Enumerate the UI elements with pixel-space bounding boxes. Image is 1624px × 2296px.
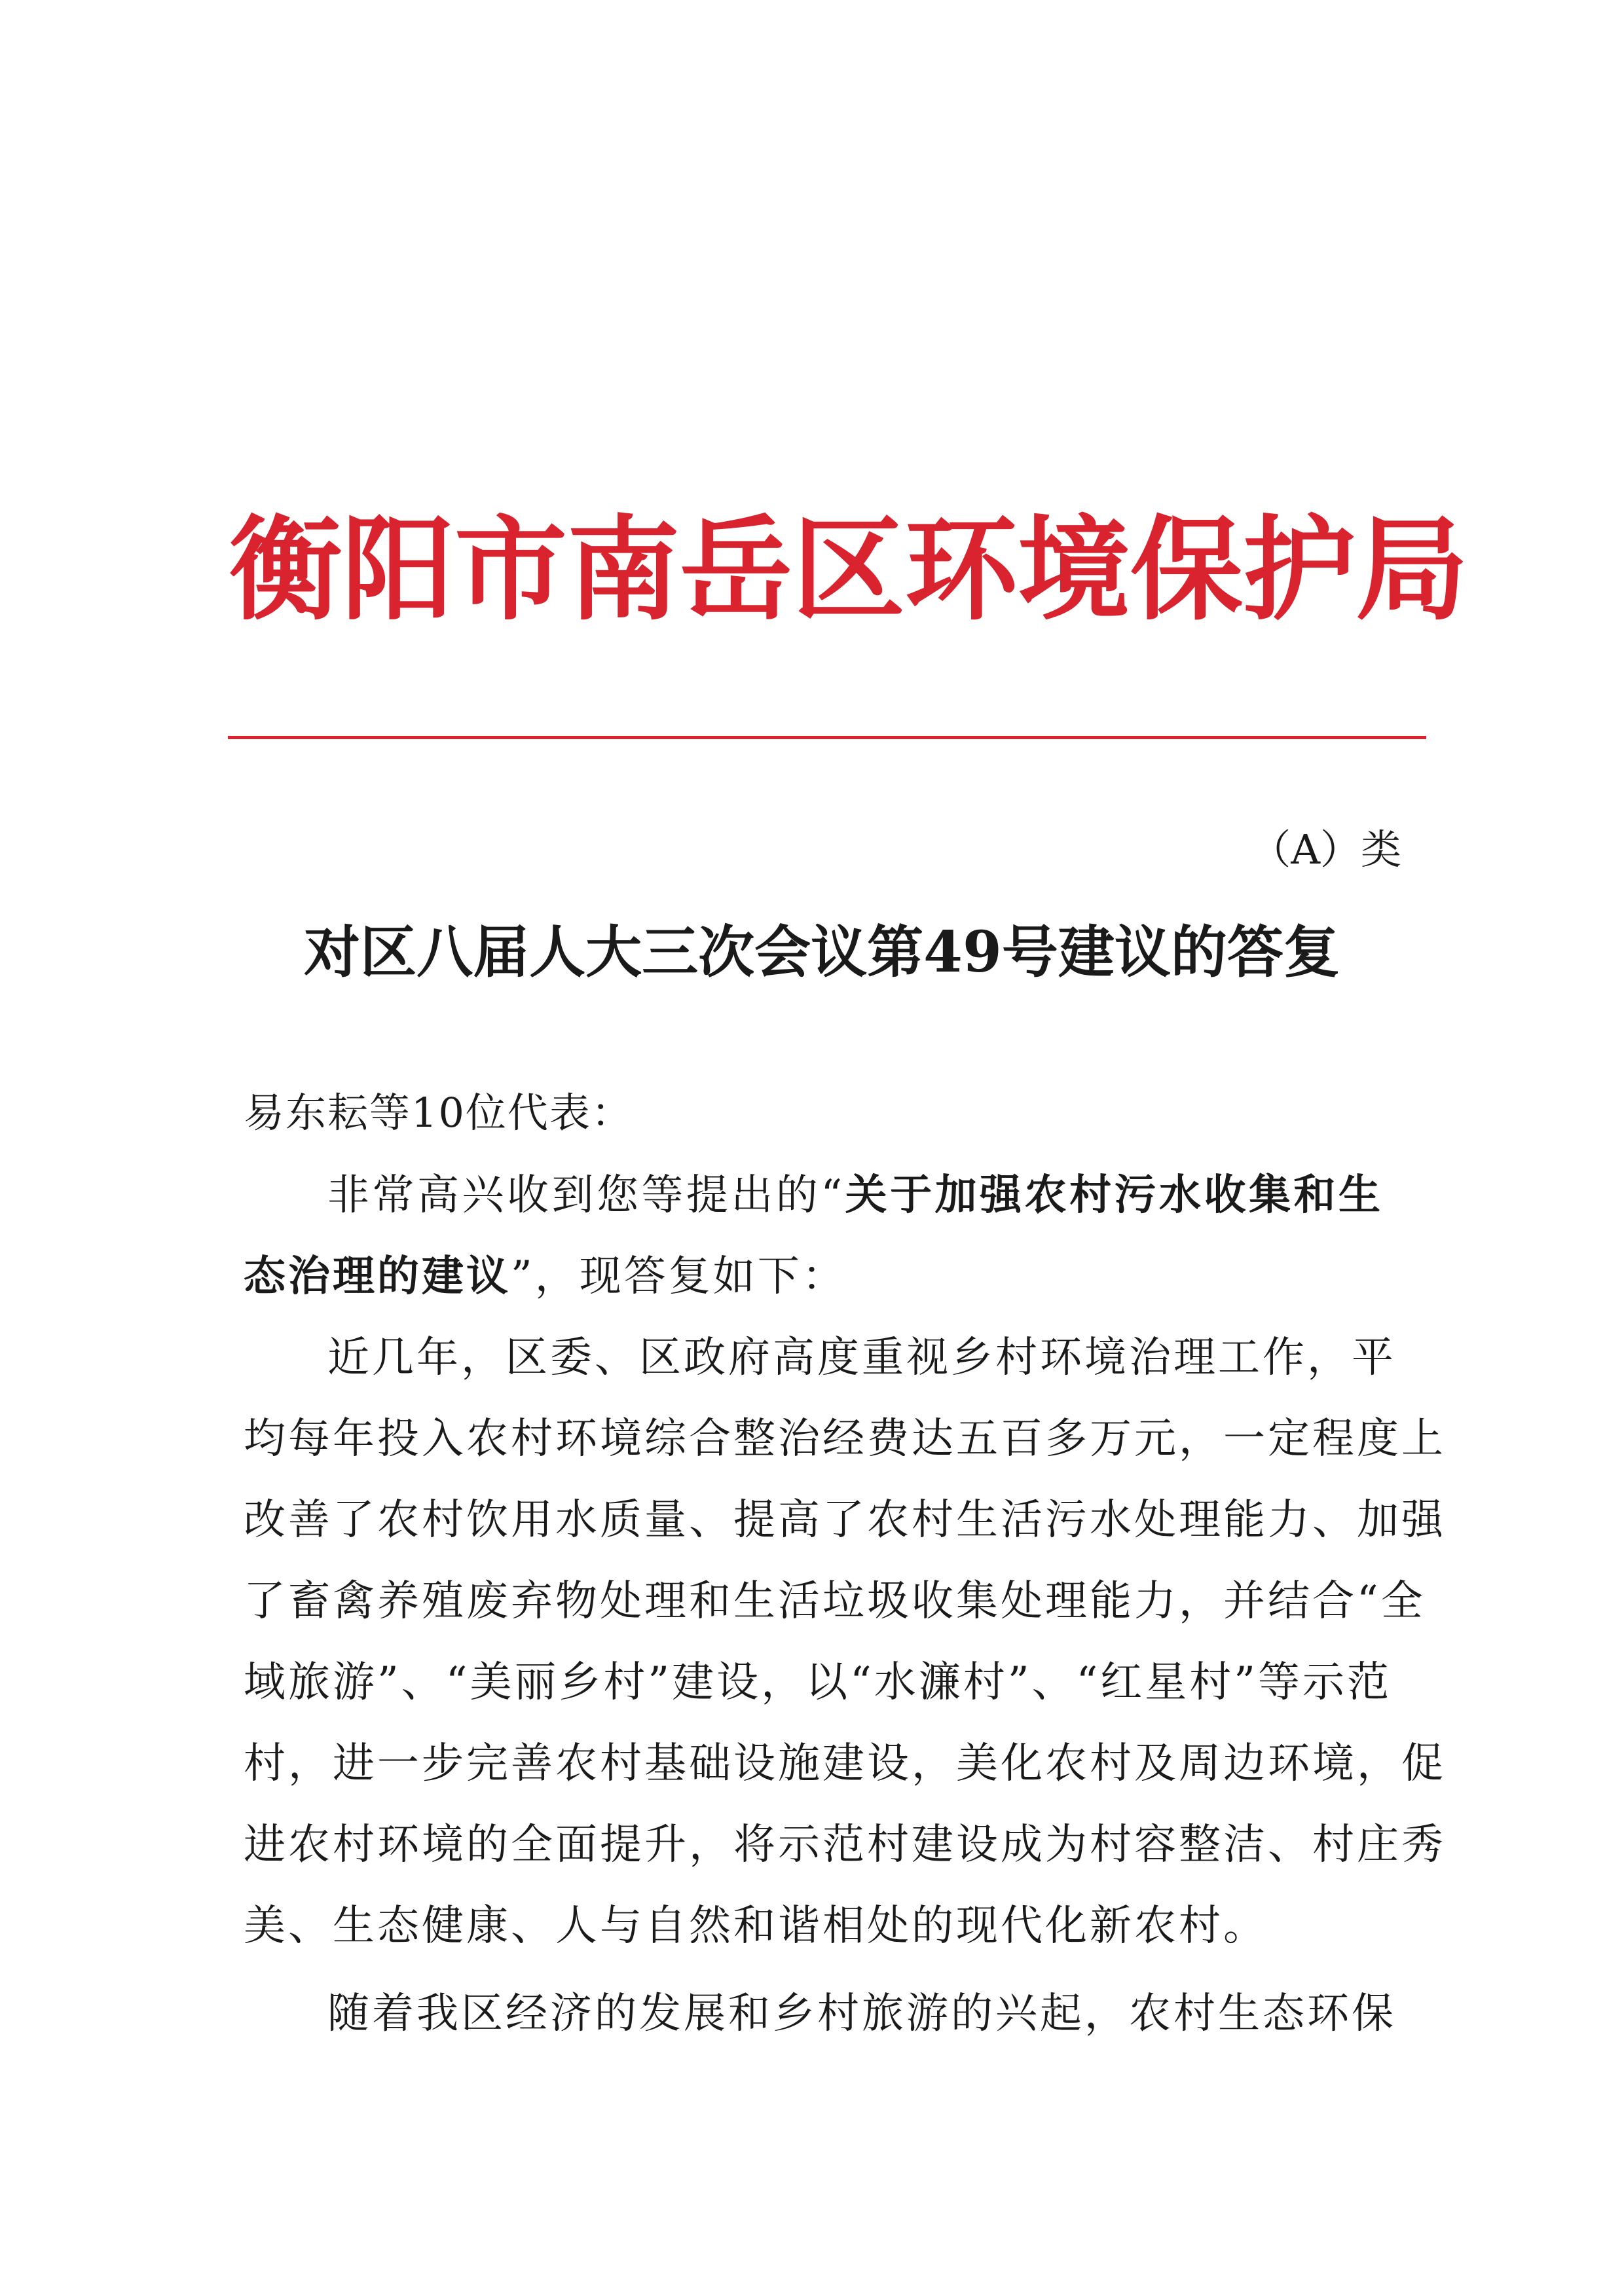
document-category: （A）类: [1250, 826, 1401, 873]
paragraph-3-line: 随着我区经济的发展和乡村旅游的兴起，农村生态环保: [327, 1990, 1396, 2038]
letterhead-title: 衡阳市南岳区环境保护局: [229, 503, 1468, 636]
proposal-title-part-1: 关于加强农村污水收集和生: [845, 1171, 1384, 1220]
paragraph-1-tail: ”，现答复如下：: [511, 1252, 847, 1301]
paragraph-2-line: 美、生态健康、人与自然和谐相处的现代化新农村。: [244, 1902, 1268, 1950]
paragraph-2-line: 了畜禽养殖废弃物处理和生活垃圾收集处理能力，并结合“全: [244, 1577, 1426, 1626]
salutation: 易东耘等10位代表：: [244, 1089, 633, 1137]
paragraph-1-line-2: [244, 1236, 1383, 1317]
paragraph-2-line: 域旅游”、“美丽乡村”建设，以“水濂村”、“红星村”等示范: [244, 1658, 1392, 1707]
document-title: 对区八届人大三次会议第49号建议的答复: [304, 919, 1340, 985]
paragraph-1-lead: 非常高兴收到您等提出的“: [327, 1171, 845, 1220]
paragraph-2-line: 近几年，区委、区政府高度重视乡村环境治理工作，平: [327, 1334, 1396, 1382]
paragraph-2-line: 村，进一步完善农村基础设施建设，美化农村及周边环境，促: [244, 1740, 1446, 1788]
letterhead-red-rule: [228, 736, 1426, 739]
paragraph-2-line: 进农村环境的全面提升，将示范村建设成为村容整洁、村庄秀: [244, 1821, 1446, 1869]
paragraph-2-line: 均每年投入农村环境综合整治经费达五百多万元，一定程度上: [244, 1415, 1446, 1463]
proposal-title-part-2: 态治理的建议: [244, 1252, 511, 1301]
paragraph-1-line-1: [327, 1155, 1383, 1236]
paragraph-2-line: 改善了农村饮用水质量、提高了农村生活污水处理能力、加强: [244, 1496, 1446, 1544]
